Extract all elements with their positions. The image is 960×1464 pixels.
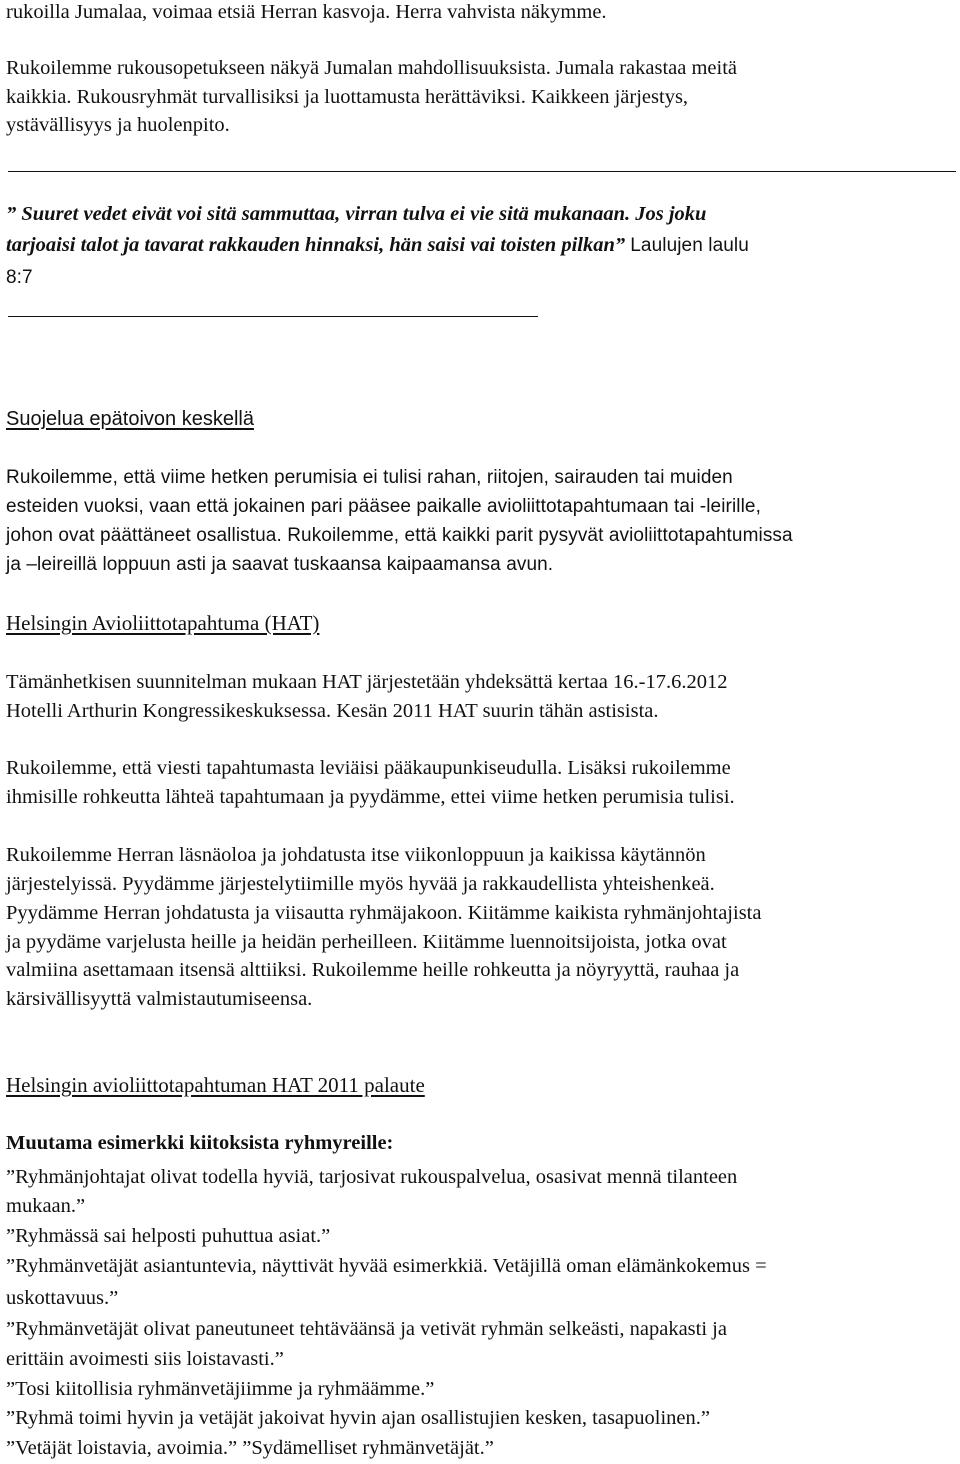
feedback-line: uskottavuus.” [6,1287,119,1309]
feedback-line: ”Ryhmässä sai helposti puhuttua asiat.” [6,1225,331,1247]
paragraph-line: Hotelli Arthurin Kongressikeskuksessa. Kesän 2011 HAT suurin tähän astisista. [6,700,659,722]
paragraph-line: Rukoilemme Herran läsnäoloa ja johdatusta itse viikonloppuun ja kaikissa käytännön [6,844,706,866]
section-subheading: Muutama esimerkki kiitoksista ryhmyreille: [6,1132,394,1154]
paragraph-line: Tämänhetkisen suunnitelman mukaan HAT järjestetään yhdeksättä kertaa 16.-17.6.2012 [6,671,728,693]
feedback-line: ”Ryhmänvetäjät asiantuntevia, näyttivät hyvää esimerkkiä. Vetäjillä oman elämänkokemus = [6,1255,767,1277]
quote-text: tarjoaisi talot ja tavarat rakkauden hinnaksi, hän saisi vai toisten pilkan” [6,234,626,256]
paragraph-line: esteiden vuoksi, vaan että jokainen pari pääsee paikalle avioliittotapahtumaan tai -leirille, [6,496,761,517]
quote-line [6,233,749,258]
paragraph-line: johon ovat päättäneet osallistua. Rukoilemme, että kaikki parit pysyvät avioliittotapahtumissa [6,525,793,546]
divider [8,171,956,172]
section-heading: Helsingin Avioliittotapahtuma (HAT) [6,611,320,635]
feedback-line: ”Vetäjät loistavia, avoimia.” ”Sydämelliset ryhmänvetäjät.” [6,1437,494,1459]
feedback-line: ”Ryhmänjohtajat olivat todella hyviä, tarjosivat rukouspalvelua, osasivat mennä tilanteen [6,1166,738,1188]
paragraph-line: ihmisille rohkeutta lähteä tapahtumaan ja pyydämme, ettei viime hetken perumisia tulisi. [6,786,735,808]
paragraph-line: Rukoilemme, että viime hetken perumisia ei tulisi rahan, riitojen, sairauden tai muiden [6,467,733,488]
paragraph-line: kärsivällisyyttä valmistautumiseensa. [6,988,313,1010]
paragraph-line: Pyydämme Herran johdatusta ja viisautta ryhmäjakoon. Kiitämme kaikista ryhmänjohtajista [6,902,762,924]
feedback-line: mukaan.” [6,1195,86,1217]
divider [8,316,538,317]
feedback-line: ”Ryhmänvetäjät olivat paneutuneet tehtäväänsä ja vetivät ryhmän selkeästi, napakasti ja [6,1318,727,1340]
feedback-line: ”Ryhmä toimi hyvin ja vetäjät jakoivat hyvin ajan osallistujien kesken, tasapuolinen.” [6,1407,710,1429]
paragraph-line: ystävällisyys ja huolenpito. [6,114,230,136]
feedback-line: ”Tosi kiitollisia ryhmänvetäjiimme ja ryhmäämme.” [6,1378,435,1400]
paragraph-line: järjestelyissä. Pyydämme järjestelytiimille myös hyvää ja rakkaudellista yhteishenkeä. [6,873,715,895]
paragraph-line: valmiina asettamaan itsensä alttiiksi. Rukoilemme heille rohkeutta ja nöyryyttä, rauhaa ja [6,959,740,981]
paragraph-line: ja pyydäme varjelusta heille ja heidän perheilleen. Kiitämme luennoitsijoista, jotka ovat [6,931,727,953]
paragraph-line: rukoilla Jumalaa, voimaa etsiä Herran kasvoja. Herra vahvista näkymme. [6,1,607,23]
feedback-line: erittäin avoimesti siis loistavasti.” [6,1348,284,1370]
paragraph-line: kaikkia. Rukousryhmät turvallisiksi ja luottamusta herättäviksi. Kaikkeen järjestys, [6,86,689,108]
paragraph-line: Rukoilemme, että viesti tapahtumasta leviäisi pääkaupunkiseudulla. Lisäksi rukoilemme [6,757,731,779]
section-heading: Suojelua epätoivon keskellä [6,408,254,430]
section-heading: Helsingin avioliittotapahtuman HAT 2011 palaute [6,1073,425,1097]
quote-line: ” Suuret vedet eivät voi sitä sammuttaa, virran tulva ei vie sitä mukanaan. Jos joku [6,203,707,225]
paragraph-line: Rukoilemme rukousopetukseen näkyä Jumalan mahdollisuuksista. Jumala rakastaa meitä [6,57,737,79]
quote-reference-verse: 8:7 [6,267,33,288]
paragraph-line: ja –leireillä loppuun asti ja saavat tuskaansa kaipaamansa avun. [6,554,554,575]
quote-reference: Laulujen laulu [630,235,749,256]
